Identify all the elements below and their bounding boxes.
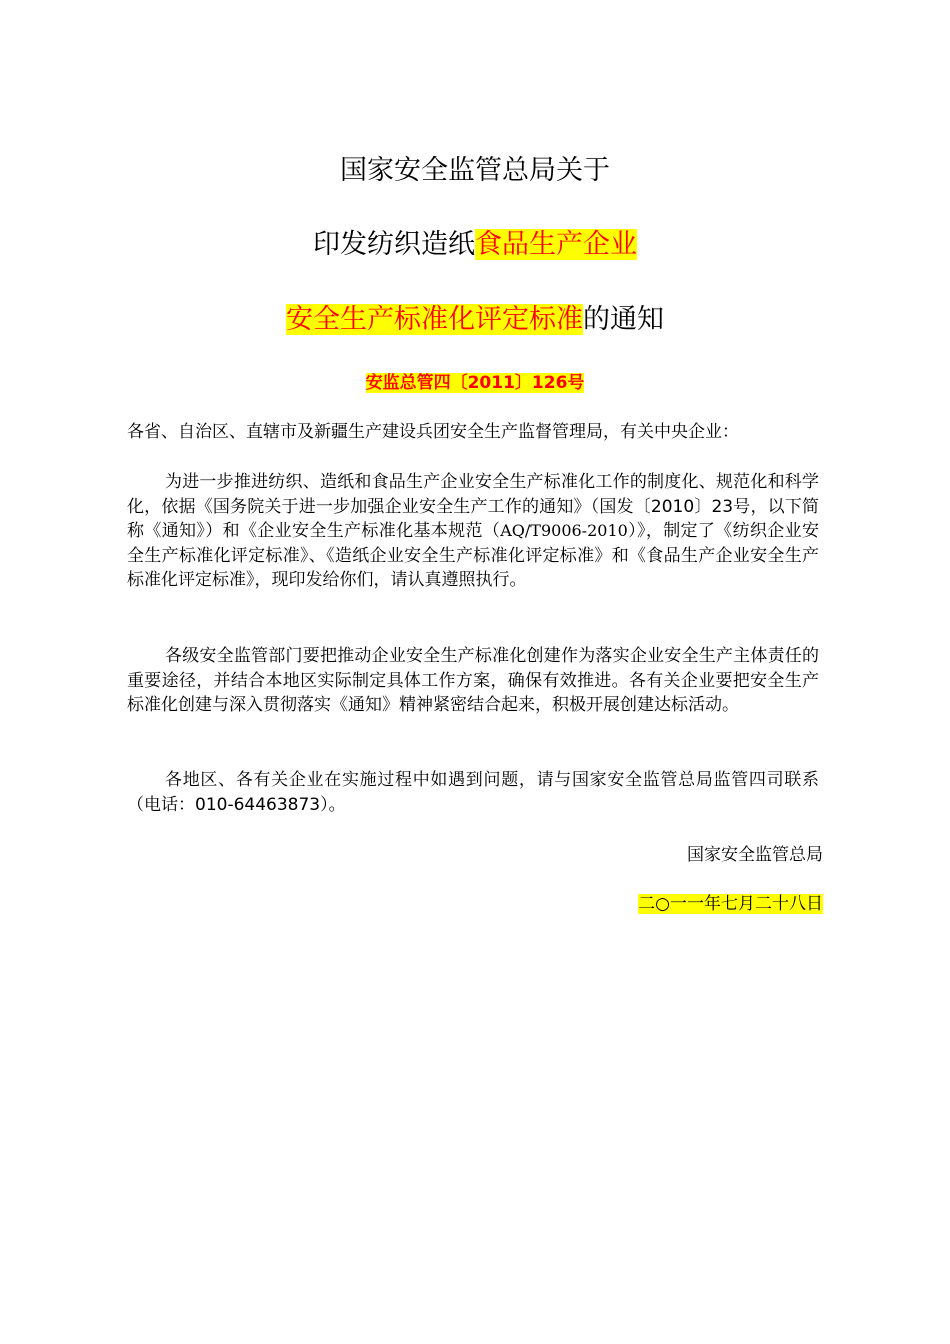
paragraph-1-part-2: ）》，制定了《纺织企业安全生产标准化评定标准》、《造纸企业安全生产标准化评定标准》和《食品生产企业安全生产标准化评定标准》，现印发给你们，请认真遵照执行。 [127, 521, 820, 590]
title-line-1-text: 国家安全监管总局关于 [340, 155, 610, 186]
paragraph-3: 各地区、各有关企业在实施过程中如遇到问题，请与国家安全监管总局监管四司联系（电话：010-64463873）。 [127, 770, 819, 815]
signature-issuer: 国家安全监管总局 [687, 845, 823, 865]
title-highlight-standard: 安全生产标准化评定标准 [286, 304, 583, 335]
document-number-text: 安监总管四〔2011〕126号 [365, 373, 585, 393]
standard-code: AQ/T9006-2010 [500, 521, 628, 540]
signature-date-wrapper [638, 892, 823, 916]
title-line-2 [0, 228, 950, 262]
signature-date: 二○一一年七月二十八日 [638, 894, 823, 914]
paragraph-1 [127, 470, 819, 593]
title-line-2-prefix: 印发纺织造纸 [313, 229, 475, 260]
paragraph-1-part-1: 为进一步推进纺织、造纸和食品生产企业安全生产标准化工作的制度化、规范化和科学化，依据《国务院关于进一步加强企业安全生产工作的通知》（国发〔2010〕23号，以下简称《通知》）和《企业安全生产标准化基本规范（ [127, 472, 819, 541]
title-line-3-suffix: 的通知 [583, 304, 664, 335]
title-highlight-food-enterprise: 食品生产企业 [475, 229, 637, 260]
document-number [0, 371, 950, 395]
paragraph-2: 各级安全监管部门要把推动企业安全生产标准化创建作为落实企业安全生产主体责任的重要途径，并结合本地区实际制定具体工作方案，确保有效推进。各有关企业要把安全生产标准化创建与深入贯彻落实《通知》精神紧密结合起来，积极开展创建达标活动。 [127, 646, 819, 715]
salutation: 各省、自治区、直辖市及新疆生产建设兵团安全生产监督管理局，有关中央企业： [127, 422, 739, 442]
title-line-3 [0, 303, 950, 337]
title-line-1 [0, 154, 950, 188]
